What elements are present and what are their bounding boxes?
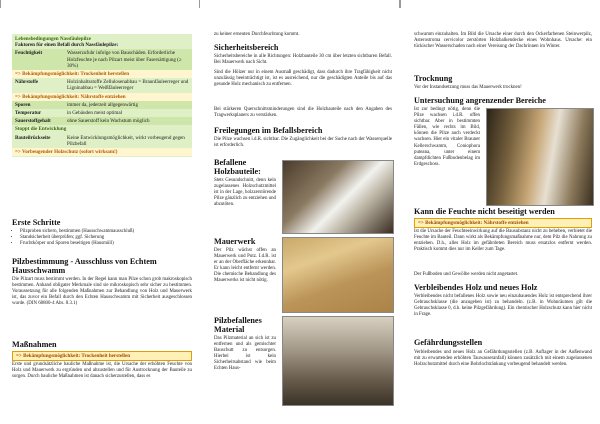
section-heading-massnahmen: Maßnahmen <box>12 340 57 349</box>
list-item: • Standsicherheit überprüfen; ggf. Sicherung <box>20 235 198 241</box>
section-heading-befallene-holzbauteile: Befallene Holzbauteile: <box>214 158 261 176</box>
column-2 <box>200 0 400 424</box>
first-steps-list <box>12 229 198 247</box>
column-3 <box>400 0 600 424</box>
gefaehrdungsstellen-text: Verbleibendes und neues Holz an Gefährdungsstellen (z.B. Auflager in der Außenwand mit zu erwartenden erhöhten Tauwasseranfall) können zusätzlich mit einem zugelassenen Holzschutzmittel durch eine Bohrlochtränkung vorbeugend behandelt werden. <box>414 350 592 368</box>
conditions-table <box>12 34 192 157</box>
row-value: Keine Entwicklungsmöglichkeit, wirkt vorbeugend gegen Pilzbefall <box>67 134 185 147</box>
row-key: Sauerstoffgehalt <box>15 118 51 125</box>
measure-row: => Vorbeugender Holzschutz (sofort wirksam!) <box>12 148 192 156</box>
row-key: Nährstoffe <box>15 79 39 86</box>
stop-label: Stoppt die Entwicklung <box>15 126 67 133</box>
section-heading-untersuchung: Untersuchung angrenzender Bereiche <box>414 96 546 105</box>
measure-row: => Bekämpfungsmöglichkeit: Nährstoffe entziehen <box>12 93 192 101</box>
verbleibendes-holz-text: Verbleibendes nicht befallenes Holz sowie neu einzubauendes Holz ist entsprechend ihrer Gebrauchsklasse (die anzugeben ist) zu behandeln. (z.B. in Wohnräumen gilt die Gebrauchsklasse 0, d.h. keine Pilzgefährdung). Ein chemischer Holzschutz kann hier nicht in Frage. <box>414 294 592 318</box>
mauerwerk-text: Der Pilz wächst offen an Mauerwerk und Putz. I.d.R. ist er an der Oberfläche erkennbar. Er kann leicht entfernt werden. Die chemische Behandlung des Mauerwerks ist nicht nötig. <box>214 248 276 284</box>
list-item: • Pilzproben sichern, bestimmen (Hausschwammausschluß) <box>20 229 198 235</box>
list-item: • Fruchtkörper und Sporen beseitigen (Hausmüll) <box>20 241 198 247</box>
measure-row: => Bekämpfungsmöglichkeit: Trockenheit herstellen <box>12 70 192 78</box>
row-value: in Gebäuden meist optimal <box>67 110 123 117</box>
table-row <box>12 101 192 109</box>
untersuchung-text: Ist zur bedingt nötig, denn die Pilze wachsen i.d.R. offen sichtbar. Aber in bestimmten Fällen, wie rechts im Bild, können die Pilze auch verdeckt wachsen. Hier ein vitaler Brauner Kellerschwamm, Coniophora puteana, unter einem dampfdichten Fußbodenbelag im Erdgeschoss. <box>414 107 480 167</box>
row-value: Holzinhaltsstoffe Zellulosenabbau = Braunfäuleerreger und Ligninabbau = Weißfäuleerreger <box>67 79 189 92</box>
row-key: Temperatur <box>15 110 42 117</box>
section-heading-pilzbefallenes-material: Pilzbefallenes Material <box>214 316 262 334</box>
kann-measure-box: => Bekämpfungsmöglichkeit: Nährstoffe entziehen <box>414 218 592 228</box>
photo-pilzbefallenes-material <box>282 316 394 406</box>
massnahmen-text: Erste und grundsätzliche bauliche Maßnahme ist, die Ursache der erhöhten Feuchte von Holz und Mauerwerk zu ergründen und abzustellen und für Austrocknung der Bauteile zu sorgen. Durch bauliche Maßnahmen ist danach sicherzustellen, dass es <box>12 362 192 380</box>
befallene-holzbauteile-text: Stets Gesundschnitt, denn kein zugelassenes Holzschutzmittel ist in der Lage, holzzerstörende Pilze gänzlich zu entziehen und abzutöten. <box>214 178 276 208</box>
table-row <box>12 109 192 117</box>
photo-untersuchung <box>486 108 594 206</box>
table-row <box>12 134 192 148</box>
trocknung-text: Vor der Instandsetzung muss das Mauerwerk trocknen! <box>414 85 522 90</box>
section-heading-erste-schritte: Erste Schritte <box>12 218 61 227</box>
photo-befallene-holzbauteile <box>282 160 394 234</box>
kann-text-2: Der Fußboden und Gewölbe werden nicht angetastet. <box>414 272 519 277</box>
section-heading-sicherheitsbereich: Sicherheitsbereich <box>214 43 279 52</box>
table-row <box>12 49 192 70</box>
column-1 <box>0 0 200 424</box>
section-heading-mauerwerk: Mauerwerk <box>214 237 256 246</box>
section-heading-kann-die-feuchte: Kann die Feuchte nicht beseitigt werden <box>414 207 555 216</box>
continuation-text: schwamm einzuhalten. Im Bild die Ursache einer durch den Ockerfarbenen Steinwerpilz, Asterostroma cervicolor zerstörten Holzbalkendecke eines Wohnhaus. Ursache: ein tückischer Wasserschaden nach einer Vereisung der Dachrinnen im Winter. <box>414 32 592 50</box>
pilzbestimmung-text: Die Pilzart muss bestimmt werden. In der Regel kann man Pilze schon grob makroskopisch bestimmen. Anhand obligater Merkmale sind sie mikroskopisch sehr sicher zu bestimmen. Voraussetzung für alle folgenden Maßnahmen zur Behandlung von Holz und Mauerwerk ist, das zuvor ein Befall durch den Echten Hausschwamm mit Sicherheit ausgeschlossen wurde. (DIN 68800-4 Abs. 8.3.1) <box>12 277 192 307</box>
kann-text-1: Ist die Ursache der Feuchteeinwirkung auf die Bausubstanz nicht zu beheben, verbietet die Feuchte im Bauteil. Dann wirkt als Bekämpfungsmaßnahme nur, dem Pilz die Nahrung zu entziehen. D.h., alles Holz im gefährdeten Bereich muss ersatzlos entfernt werden. Praktisch kommt dies nur im Keller zum Tage. <box>414 229 592 253</box>
freilegungen-text: Die Pilze wachsen i.d.R. sichtbar. Die Zugänglichkeit bei der Suche nach der Wasserquelle ist erforderlich. <box>214 137 392 149</box>
section-heading-verbleibendes-holz: Verbleibendes Holz und neues Holz <box>414 283 538 292</box>
row-key: Bauteilrückseite <box>15 134 51 141</box>
table-title: Lebensbedingungen Nassfäulepilze <box>15 36 91 42</box>
table-row <box>12 78 192 92</box>
section-heading-pilzbestimmung: Pilzbestimmung - Ausschluss von Echtem Hausschwamm <box>12 257 157 275</box>
row-value: Wasserzufuhr infolge von Bauschäden. Erforderliche Holzfeuchte je nach Pilzart meist über Fasersättigung (≥ 30%) <box>67 50 182 69</box>
section-heading-trocknung: Trocknung <box>414 74 453 83</box>
massnahmen-measure-box: => Bekämpfungsmöglichkeit: Trockenheit herstellen <box>12 351 192 361</box>
pilzbefallenes-material-text: Das Pilzmaterial an sich ist zu entfernen und als gemischter Bauschutt zu entsorgen. Hierbei ist kein Sicherheitsabstand wie beim Echten Haus- <box>214 336 276 372</box>
row-key: Feuchtigkeit <box>15 50 43 57</box>
photo-mauerwerk <box>282 237 394 313</box>
sicherheitsbereich-text-1: Sicherheitsbereiche in alle Richtungen: Holzbauteile 30 cm über letzten sichtbaren Befall. Bei Mauerwerk nach Sicht. <box>214 54 392 66</box>
table-subtitle: Faktoren für einen Befall durch Nassfäulepilze: <box>15 42 119 49</box>
continuation-text: zu keiner erneuten Durchfeuchtung kommt. <box>214 32 300 37</box>
sicherheitsbereich-text-2: Sind die Hölzer nur in einem Ausmaß geschädigt, dass dadurch ihre Tragfähigkeit nicht unzulässig beeinträchtigt ist, ist es ausreichend, nur die geschädigten Anteile bis auf das gesunde Holz mechanisch zu entfernen. <box>214 70 392 88</box>
section-heading-freilegungen: Freilegungen im Befallsbereich <box>214 126 323 135</box>
table-row <box>12 117 192 125</box>
row-value: immer da, jederzeit allgegenwärtig <box>67 101 138 108</box>
row-value: ohne Sauerstoff kein Wachstum möglich <box>67 118 150 125</box>
section-heading-gefaehrdungsstellen: Gefährdungsstellen <box>414 338 483 347</box>
row-key: Sporen <box>15 101 31 108</box>
sicherheitsbereich-text-3: Bei stärkeren Querschnittsminderungen sind die Holzbauteile nach den Angaben des Tragwerksplaners zu verstärken. <box>214 107 392 119</box>
